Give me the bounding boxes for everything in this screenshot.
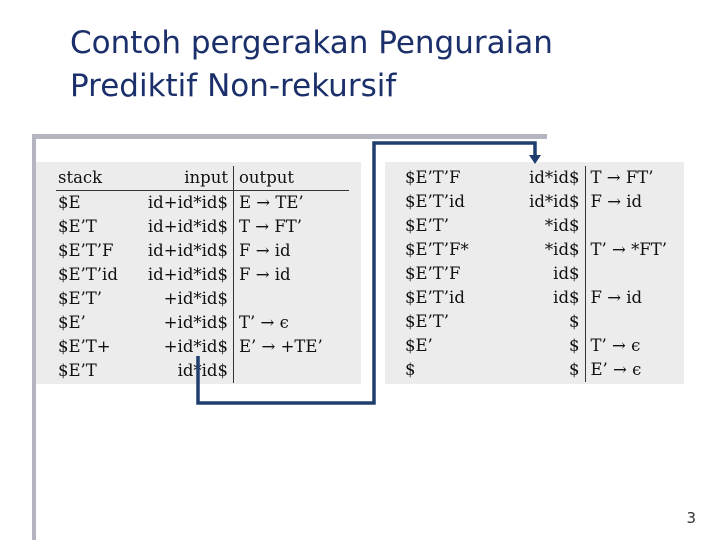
stack-cell: $E — [58, 193, 81, 212]
stack-cell: $E’T’F — [58, 241, 114, 260]
stack-cell: $E’ — [58, 313, 86, 332]
stack-cell: $E’T’ — [58, 289, 103, 308]
output-cell: E → TE’ — [239, 193, 304, 212]
input-cell: $ — [513, 358, 585, 382]
input-cell: id$ — [513, 286, 585, 310]
output-cell: F → id — [239, 265, 291, 284]
input-cell: +id*id$ — [136, 311, 234, 335]
output-cell: F → id — [590, 288, 643, 307]
header-input: input — [136, 166, 234, 191]
input-cell: id*id$ — [513, 166, 585, 190]
input-cell: id*id$ — [136, 359, 234, 383]
input-cell: +id*id$ — [136, 335, 234, 359]
input-cell: id+id*id$ — [136, 215, 234, 239]
input-cell: id+id*id$ — [136, 263, 234, 287]
input-cell: *id$ — [513, 238, 585, 262]
stack-cell: $E’T — [58, 361, 97, 380]
output-cell: E’ → +TE’ — [239, 337, 323, 356]
stack-cell: $E’T+ — [58, 337, 111, 356]
input-cell: $ — [513, 334, 585, 358]
output-cell: T’ → *FT’ — [590, 240, 668, 259]
arrowhead-icon — [529, 155, 541, 164]
page-number: 3 — [686, 509, 696, 527]
stack-cell: $E’T’ — [405, 216, 450, 235]
title-line-1: Contoh pergerakan Penguraian — [70, 25, 553, 61]
stack-cell: $E’T’id — [58, 265, 118, 284]
stack-cell: $E’T’F* — [405, 240, 469, 259]
output-cell: T → FT’ — [239, 217, 303, 236]
input-cell: id*id$ — [513, 190, 585, 214]
input-cell: *id$ — [513, 214, 585, 238]
output-cell: T’ → ϵ — [590, 336, 641, 355]
stack-cell: $E’T’F — [405, 264, 461, 283]
output-cell: T → FT’ — [590, 168, 654, 187]
input-cell: id+id*id$ — [136, 239, 234, 263]
input-cell: +id*id$ — [136, 287, 234, 311]
input-cell: $ — [513, 310, 585, 334]
stack-cell: $E’ — [405, 336, 433, 355]
header-output: output — [234, 166, 350, 191]
output-cell: E’ → ϵ — [590, 360, 642, 379]
stack-cell: $E’T — [58, 217, 97, 236]
input-cell: id$ — [513, 262, 585, 286]
output-cell: F → id — [590, 192, 643, 211]
connector-line — [198, 143, 535, 403]
stack-cell: $E’T’id — [405, 288, 465, 307]
stack-cell: $E’T’ — [405, 312, 450, 331]
output-cell: F → id — [239, 241, 291, 260]
title-line-2: Prediktif Non-rekursif — [70, 68, 397, 104]
output-cell: T’ → ϵ — [239, 313, 289, 332]
stack-cell: $E’T’F — [405, 168, 461, 187]
stack-cell: $ — [405, 360, 416, 379]
stack-cell: $E’T’id — [405, 192, 465, 211]
header-stack: stack — [56, 166, 136, 191]
input-cell: id+id*id$ — [136, 191, 234, 216]
